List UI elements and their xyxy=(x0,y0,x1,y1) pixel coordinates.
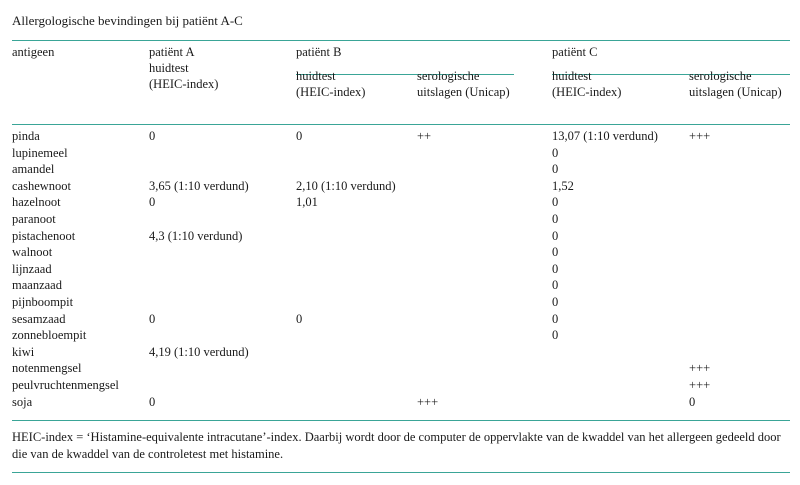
table-row xyxy=(12,244,790,261)
patient-b-serology-label: serologische xyxy=(417,69,480,83)
antigen-cell: notenmengsel xyxy=(12,361,82,376)
patient-b-serology-unit: uitslagen (Unicap) xyxy=(417,85,510,99)
antigen-cell: paranoot xyxy=(12,211,56,226)
table-row xyxy=(12,261,790,278)
antigen-cell: pistachenoot xyxy=(12,228,76,243)
antigen-cell: lupinemeel xyxy=(12,145,68,160)
patient-b-skin-cell xyxy=(296,394,417,411)
patient-b-serology-header xyxy=(417,68,552,116)
patient-a-skin-cell: 3,65 (1:10 verdund) xyxy=(149,178,249,193)
footnote-bottom-rule xyxy=(12,472,790,473)
patient-c-skin-cell: 0 xyxy=(552,261,559,276)
table-row xyxy=(12,360,790,377)
patient-b-serology-cell xyxy=(417,360,552,377)
patient-c-serology-cell xyxy=(689,294,790,311)
table-row xyxy=(12,327,790,344)
patient-a-skin-cell: 0 xyxy=(149,195,156,210)
patient-b-skin-cell xyxy=(296,211,417,228)
patient-c-skin-cell: 0 xyxy=(552,328,559,343)
patient-c-skin-cell: 0 xyxy=(552,145,559,160)
patient-a-skin-cell xyxy=(149,294,296,311)
patient-b-skin-cell: 0 xyxy=(296,129,303,143)
patient-c-skin-cell: 0 xyxy=(552,195,559,210)
allergy-table xyxy=(12,44,790,410)
top-rule xyxy=(12,40,790,41)
patient-a-skin-cell: 0 xyxy=(149,394,156,409)
patient-a-skin-cell xyxy=(149,327,296,344)
patient-b-serology-cell xyxy=(417,244,552,261)
patient-c-serology-cell: +++ xyxy=(689,361,711,376)
patient-c-serology-cell xyxy=(689,277,790,294)
patient-b-serology-cell xyxy=(417,261,552,278)
patient-c-skin-cell: 0 xyxy=(552,211,559,226)
patient-c-header: patiënt C xyxy=(552,45,598,59)
patient-c-serology-cell xyxy=(689,311,790,328)
patient-c-serology-cell xyxy=(689,194,790,211)
table-row xyxy=(12,145,790,162)
patient-c-serology-cell xyxy=(689,178,790,195)
patient-c-serology-label: serologische xyxy=(689,69,752,83)
patient-b-skin-cell xyxy=(296,277,417,294)
patient-c-serology-unit: uitslagen (Unicap) xyxy=(689,85,782,99)
patient-c-serology-cell: +++ xyxy=(689,129,711,143)
patient-a-skin-cell: 4,19 (1:10 verdund) xyxy=(149,344,249,359)
patient-a-label: patiënt A xyxy=(149,45,195,59)
patient-c-skin-cell: 1,52 xyxy=(552,178,574,193)
patient-b-serology-cell xyxy=(417,194,552,211)
table-body xyxy=(12,128,790,410)
patient-c-serology-cell xyxy=(689,161,790,178)
antigen-cell: sesamzaad xyxy=(12,311,66,326)
patient-b-serology-cell xyxy=(417,377,552,394)
patient-c-skin-cell xyxy=(552,394,689,411)
antigen-cell: peulvruchtenmengsel xyxy=(12,377,119,392)
patient-c-skin-cell: 0 xyxy=(552,245,559,260)
table-row xyxy=(12,178,790,195)
patient-c-serology-cell xyxy=(689,228,790,245)
patient-b-skin-cell xyxy=(296,377,417,394)
table-row xyxy=(12,377,790,394)
patient-c-serology-cell xyxy=(689,145,790,162)
table-row xyxy=(12,161,790,178)
antigen-cell: soja xyxy=(12,394,33,409)
patient-b-skin-cell: 1,01 xyxy=(296,195,318,210)
patient-b-serology-cell: +++ xyxy=(417,394,439,409)
patient-c-serology-cell xyxy=(689,244,790,261)
header-row xyxy=(12,44,790,68)
antigen-cell: maanzaad xyxy=(12,278,62,293)
patient-c-serology-cell: 0 xyxy=(689,394,696,409)
antigen-cell: cashewnoot xyxy=(12,178,72,193)
table-row xyxy=(12,228,790,245)
antigen-cell: pinda xyxy=(12,129,40,143)
patient-b-serology-cell xyxy=(417,228,552,245)
antigen-cell: walnoot xyxy=(12,245,53,260)
patient-a-skin-cell xyxy=(149,377,296,394)
patient-a-skin-cell xyxy=(149,211,296,228)
patient-b-skin-cell xyxy=(296,244,417,261)
patient-b-skin-cell xyxy=(296,161,417,178)
patient-c-skin-cell xyxy=(552,344,689,361)
antigen-cell: kiwi xyxy=(12,344,35,359)
table-row xyxy=(12,294,790,311)
table-row xyxy=(12,277,790,294)
antigen-cell: amandel xyxy=(12,162,55,177)
patient-c-skin-cell: 13,07 (1:10 verdund) xyxy=(552,129,658,143)
patient-b-serology-cell xyxy=(417,277,552,294)
patient-b-skin-cell xyxy=(296,228,417,245)
patient-c-skin-cell: 0 xyxy=(552,228,559,243)
patient-c-skin-cell: 0 xyxy=(552,162,559,177)
patient-c-serology-header xyxy=(689,68,790,116)
table-row xyxy=(12,311,790,328)
patient-b-skin-cell xyxy=(296,344,417,361)
patient-a-skin-cell xyxy=(149,360,296,377)
patient-b-serology-cell xyxy=(417,145,552,162)
table-row xyxy=(12,344,790,361)
patient-c-skin-cell: 0 xyxy=(552,278,559,293)
patient-b-skin-cell xyxy=(296,145,417,162)
patient-b-skin-cell xyxy=(296,261,417,278)
patient-b-skin-cell: 2,10 (1:10 verdund) xyxy=(296,178,396,193)
antigen-cell: zonnebloempit xyxy=(12,328,87,343)
header-spacer xyxy=(12,116,790,128)
patient-c-skin-cell: 0 xyxy=(552,294,559,309)
footnote: HEIC-index = ‘Histamine-equivalente intracutane’-index. Daarbij wordt door de computer de oppervlakte van de kwaddel van het allergeen gedeeld door die van de kwaddel van de controletest met histamine. xyxy=(12,430,781,461)
patient-b-skin-cell xyxy=(296,327,417,344)
patient-b-skin-cell xyxy=(296,360,417,377)
patient-a-skin-cell: 0 xyxy=(149,311,156,326)
patient-b-skin-cell: 0 xyxy=(296,311,303,326)
patient-b-serology-cell xyxy=(417,311,552,328)
patient-c-skin-test-unit: (HEIC-index) xyxy=(552,85,622,99)
patient-c-serology-cell xyxy=(689,261,790,278)
patient-c-serology-cell: +++ xyxy=(689,377,711,392)
table-caption: Allergologische bevindingen bij patiënt A-C xyxy=(12,13,243,28)
patient-a-skin-cell xyxy=(149,244,296,261)
antigen-cell: pijnboompit xyxy=(12,294,74,309)
patient-c-skin-cell xyxy=(552,360,689,377)
antigen-cell: lijnzaad xyxy=(12,261,52,276)
table-row xyxy=(12,394,790,411)
patient-b-skin-test-unit: (HEIC-index) xyxy=(296,85,366,99)
table-row xyxy=(12,194,790,211)
patient-c-serology-cell xyxy=(689,344,790,361)
patient-a-skin-cell: 0 xyxy=(149,129,156,143)
patient-c-skin-test-label: huidtest xyxy=(552,69,592,83)
patient-a-skin-cell xyxy=(149,277,296,294)
patient-b-skin-test-label: huidtest xyxy=(296,69,336,83)
patient-a-skin-test-label: huidtest xyxy=(149,61,189,75)
antigen-header: antigeen xyxy=(12,45,55,59)
patient-b-serology-cell xyxy=(417,161,552,178)
patient-b-serology-cell xyxy=(417,327,552,344)
table-bottom-rule xyxy=(12,420,790,421)
patient-a-skin-cell xyxy=(149,145,296,162)
patient-c-skin-cell xyxy=(552,377,689,394)
table-row xyxy=(12,211,790,228)
patient-a-skin-test-unit: (HEIC-index) xyxy=(149,77,219,91)
patient-c-serology-cell xyxy=(689,211,790,228)
patient-b-skin-cell xyxy=(296,294,417,311)
patient-b-skin-test-header xyxy=(296,68,417,116)
patient-a-skin-cell: 4,3 (1:10 verdund) xyxy=(149,228,243,243)
table-row xyxy=(12,128,790,145)
patient-a-skin-cell xyxy=(149,261,296,278)
patient-a-skin-cell xyxy=(149,161,296,178)
patient-c-skin-test-header xyxy=(552,68,689,116)
antigen-cell: hazelnoot xyxy=(12,195,61,210)
patient-b-serology-cell xyxy=(417,294,552,311)
patient-b-serology-cell: ++ xyxy=(417,129,432,143)
patient-c-serology-cell xyxy=(689,327,790,344)
patient-b-serology-cell xyxy=(417,344,552,361)
patient-b-serology-cell xyxy=(417,211,552,228)
patient-a-header xyxy=(149,44,296,116)
patient-b-serology-cell xyxy=(417,178,552,195)
patient-c-skin-cell: 0 xyxy=(552,311,559,326)
patient-b-header: patiënt B xyxy=(296,45,342,59)
